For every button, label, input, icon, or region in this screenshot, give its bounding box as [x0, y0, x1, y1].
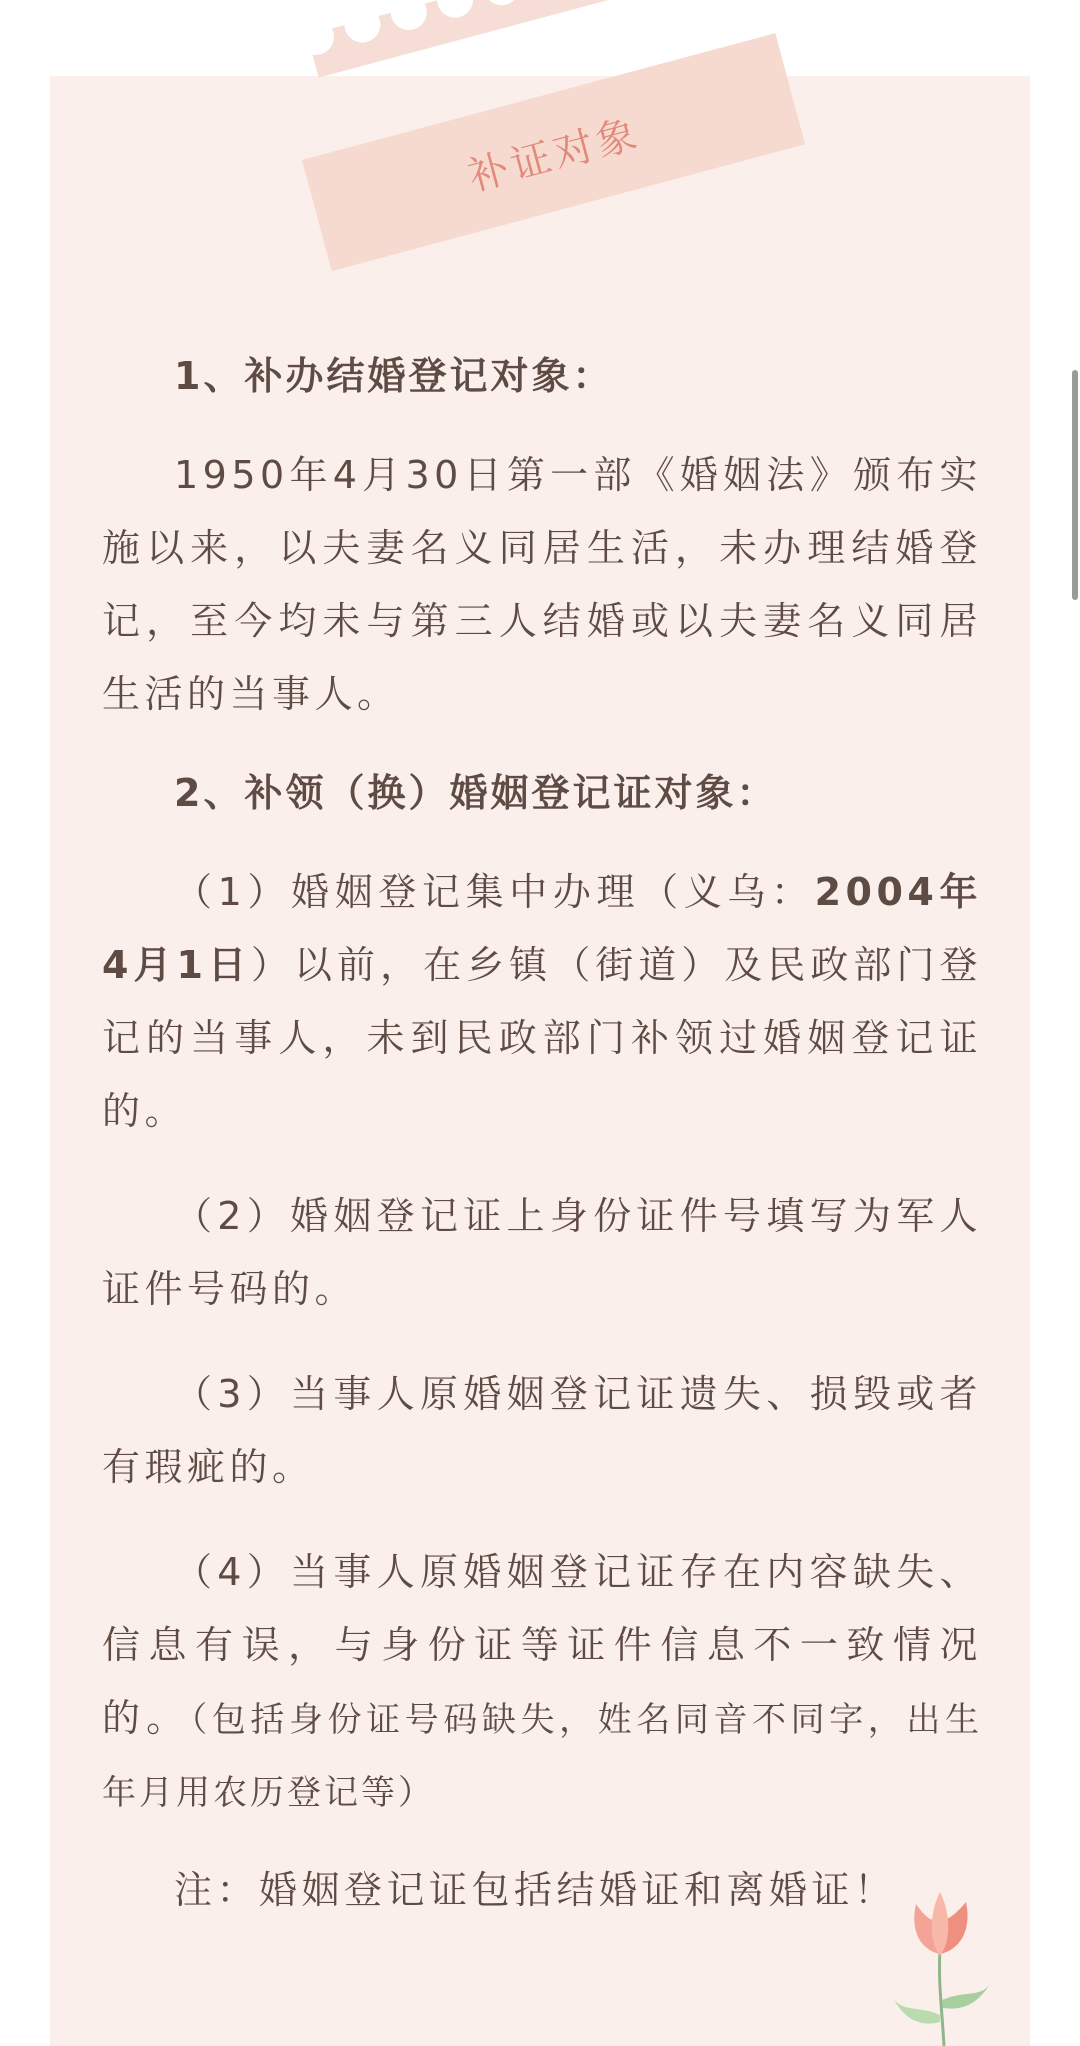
item-4-main: （4）当事人原婚姻登记证存在内容缺失、信息有误，与身份证等证件信息不一致情况的。 — [102, 1550, 982, 1740]
item-4 — [102, 1536, 982, 1828]
tulip-flower-icon — [880, 1880, 1000, 2046]
item-1 — [102, 856, 982, 1148]
section-title: 补证对象 — [463, 110, 646, 201]
section-1-body: 1950年4月30日第一部《婚姻法》颁布实施以来，以夫妻名义同居生活，未办理结婚登记，至今均未与第三人结婚或以夫妻名义同居生活的当事人。 — [102, 453, 982, 716]
item-1-prefix: （1）婚姻登记集中办理（义乌： — [174, 870, 815, 914]
item-2: （2）婚姻登记证上身份证件号填写为军人证件号码的。 — [102, 1194, 982, 1311]
article-content — [102, 340, 982, 1927]
section-1-heading: 1、补办结婚登记对象： — [174, 354, 614, 398]
section-2-heading: 2、补领（换）婚姻登记证对象： — [174, 771, 778, 815]
item-1-suffix: ）以前，在乡镇（街道）及民政部门登记的当事人，未到民政部门补领过婚姻登记证的。 — [102, 943, 982, 1133]
footnote: 注：婚姻登记证包括结婚证和离婚证！ — [174, 1868, 897, 1912]
item-3: （3）当事人原婚姻登记证遗失、损毁或者有瑕疵的。 — [102, 1372, 982, 1489]
scrollbar[interactable] — [1072, 370, 1078, 600]
item-1-date: 2004年4月1日 — [102, 870, 982, 987]
item-4-note: （包括身份证号码缺失，姓名同音不同字，出生年月用农历登记等） — [102, 1700, 982, 1813]
